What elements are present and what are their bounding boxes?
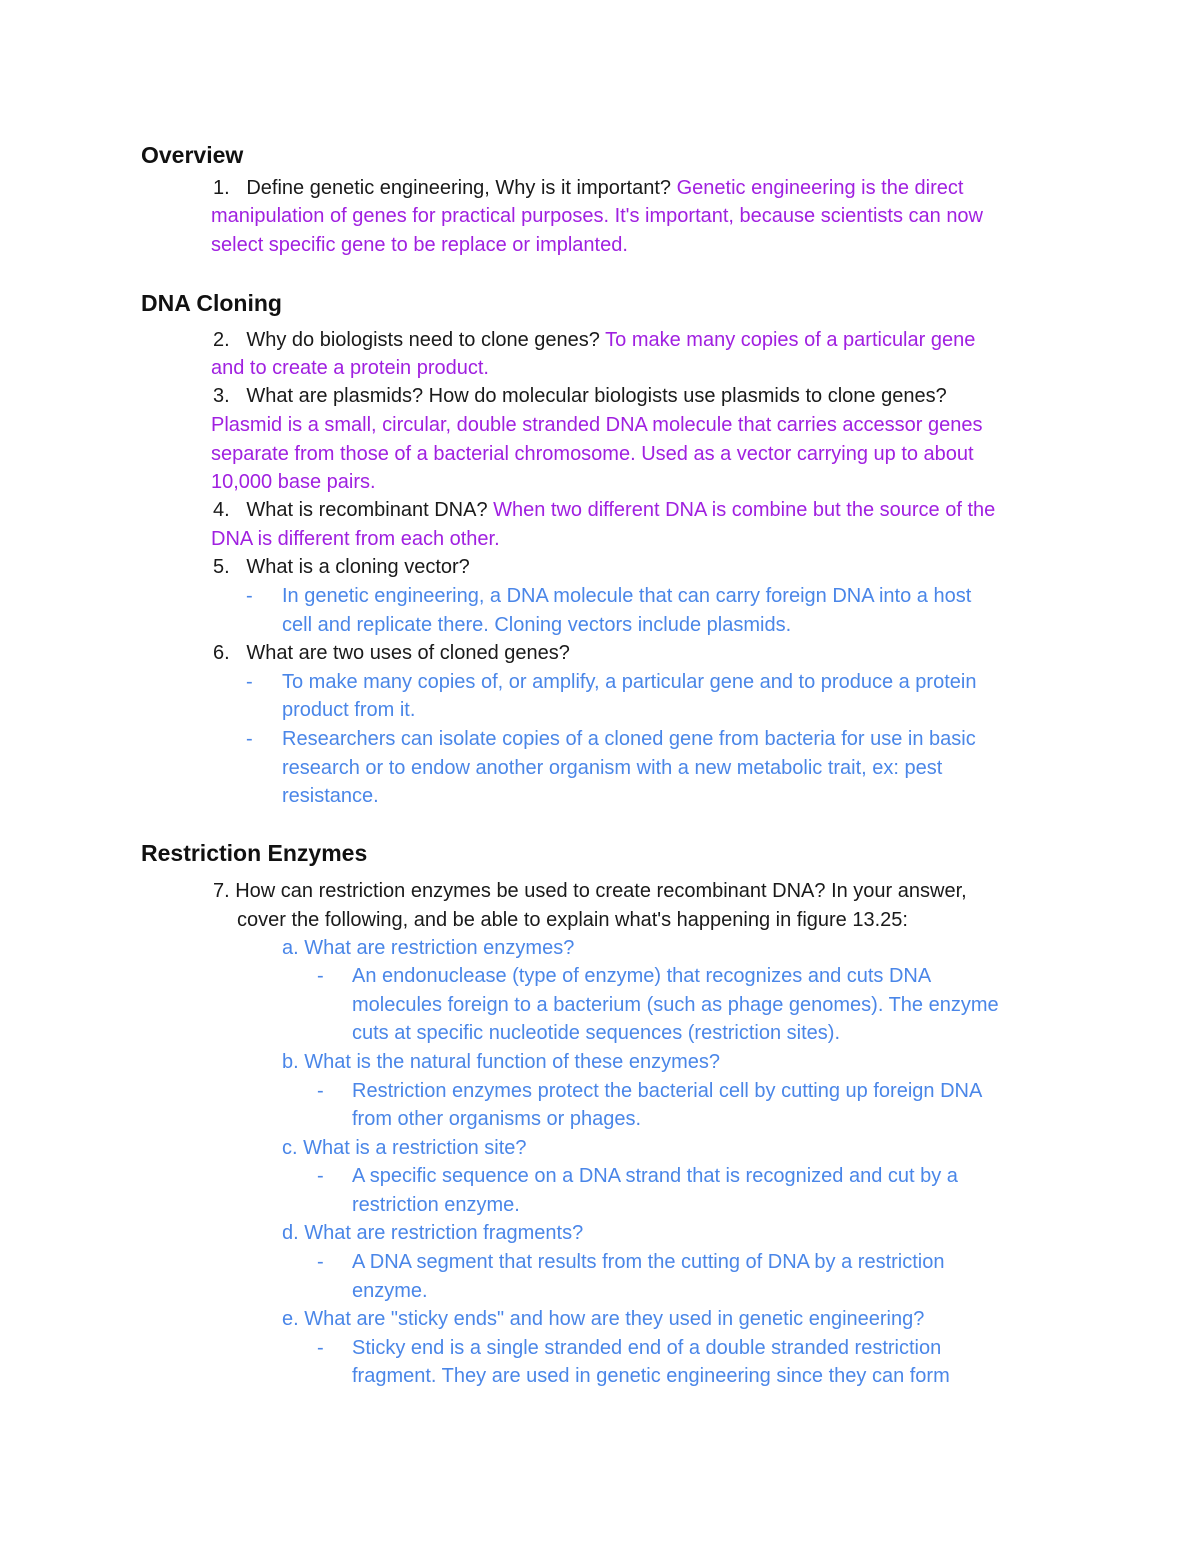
- q7c-question: c. What is a restriction site?: [282, 1137, 527, 1159]
- q2-line-1: [213, 326, 975, 354]
- q3-question: What are plasmids? How do molecular biologists use plasmids to clone genes?: [246, 385, 947, 407]
- q3-answer-2: separate from those of a bacterial chromosome. Used as a vector carrying up to about: [211, 443, 974, 465]
- q7a-answer-1: An endonuclease (type of enzyme) that recognizes and cuts DNA: [352, 965, 932, 987]
- q6-bullet-2-l3: resistance.: [282, 785, 379, 807]
- q7c-answer-2: restriction enzyme.: [352, 1194, 520, 1216]
- q7a-answer-3: cuts at specific nucleotide sequences (restriction sites).: [352, 1022, 840, 1044]
- q1-number: 1.: [213, 177, 230, 199]
- q7d-answer-2: enzyme.: [352, 1280, 428, 1302]
- q2-answer-2: and to create a protein product.: [211, 357, 489, 379]
- q7e-answer-2: fragment. They are used in genetic engineering since they can form: [352, 1365, 950, 1387]
- q7c-dash: -: [317, 1165, 324, 1187]
- q7c-answer-1: A specific sequence on a DNA strand that is recognized and cut by a: [352, 1165, 958, 1187]
- q7e-dash: -: [317, 1337, 324, 1359]
- q7d-answer-1: A DNA segment that results from the cutting of DNA by a restriction: [352, 1251, 945, 1273]
- heading-dna-cloning: DNA Cloning: [141, 290, 282, 316]
- q7a-dash: -: [317, 965, 324, 987]
- q1-question: Define genetic engineering, Why is it important?: [246, 177, 672, 199]
- q5-line-1: [213, 553, 470, 581]
- q6-bullet-2-l2: research or to endow another organism with a new metabolic trait, ex: pest: [282, 757, 943, 779]
- q7b-answer-2: from other organisms or phages.: [352, 1108, 642, 1130]
- q3-answer-1: Plasmid is a small, circular, double stranded DNA molecule that carries accessor genes: [211, 414, 983, 436]
- q1-answer-1: Genetic engineering is the direct: [676, 177, 964, 199]
- q1-line-1: [213, 174, 963, 202]
- q7a-answer-2: molecules foreign to a bacterium (such as phage genomes). The enzyme: [352, 994, 999, 1016]
- q2-answer-1: To make many copies of a particular gene: [605, 329, 976, 351]
- q6-bullet-1-l1: To make many copies of, or amplify, a particular gene and to produce a protein: [282, 671, 977, 693]
- q6-number: 6.: [213, 642, 230, 664]
- q5-bullet-2: cell and replicate there. Cloning vectors include plasmids.: [282, 614, 792, 636]
- q6-bullet-2-dash: -: [246, 728, 253, 750]
- q5-bullet-dash: -: [246, 585, 253, 607]
- q3-number: 3.: [213, 385, 230, 407]
- q4-line-1: [213, 496, 995, 524]
- q7e-answer-1: Sticky end is a single stranded end of a double stranded restriction: [352, 1337, 942, 1359]
- q2-number: 2.: [213, 329, 230, 351]
- q4-answer-2: DNA is different from each other.: [211, 528, 500, 550]
- q5-number: 5.: [213, 556, 230, 578]
- q2-question: Why do biologists need to clone genes?: [246, 329, 600, 351]
- q6-bullet-2-l1: Researchers can isolate copies of a cloned gene from bacteria for use in basic: [282, 728, 976, 750]
- q7-line-1: 7. How can restriction enzymes be used to create recombinant DNA? In your answer,: [213, 880, 967, 902]
- q6-bullet-1-l2: product from it.: [282, 699, 416, 721]
- q7b-answer-1: Restriction enzymes protect the bacterial cell by cutting up foreign DNA: [352, 1080, 983, 1102]
- q5-bullet-1: In genetic engineering, a DNA molecule that can carry foreign DNA into a host: [282, 585, 972, 607]
- q1-answer-2: manipulation of genes for practical purposes. It's important, because scientists can now: [211, 205, 984, 227]
- heading-overview: Overview: [141, 142, 244, 168]
- q6-bullet-1-dash: -: [246, 671, 253, 693]
- q7b-question: b. What is the natural function of these enzymes?: [282, 1051, 721, 1073]
- heading-restriction-enzymes: Restriction Enzymes: [141, 840, 368, 866]
- q7d-dash: -: [317, 1251, 324, 1273]
- q7-line-2: cover the following, and be able to explain what's happening in figure 13.25:: [237, 909, 908, 931]
- q4-number: 4.: [213, 499, 230, 521]
- q4-answer-1: When two different DNA is combine but the source of the: [493, 499, 996, 521]
- q6-question: What are two uses of cloned genes?: [246, 642, 570, 664]
- q3-line-1: [213, 382, 947, 410]
- q1-answer-3: select specific gene to be replace or implanted.: [211, 234, 628, 256]
- q3-answer-3: 10,000 base pairs.: [211, 471, 376, 493]
- q7a-question: a. What are restriction enzymes?: [282, 937, 575, 959]
- q6-line-1: [213, 639, 570, 667]
- q7e-question: e. What are "sticky ends" and how are they used in genetic engineering?: [282, 1308, 925, 1330]
- q7d-question: d. What are restriction fragments?: [282, 1222, 584, 1244]
- q7b-dash: -: [317, 1080, 324, 1102]
- q4-question: What is recombinant DNA?: [246, 499, 488, 521]
- q5-question: What is a cloning vector?: [246, 556, 470, 578]
